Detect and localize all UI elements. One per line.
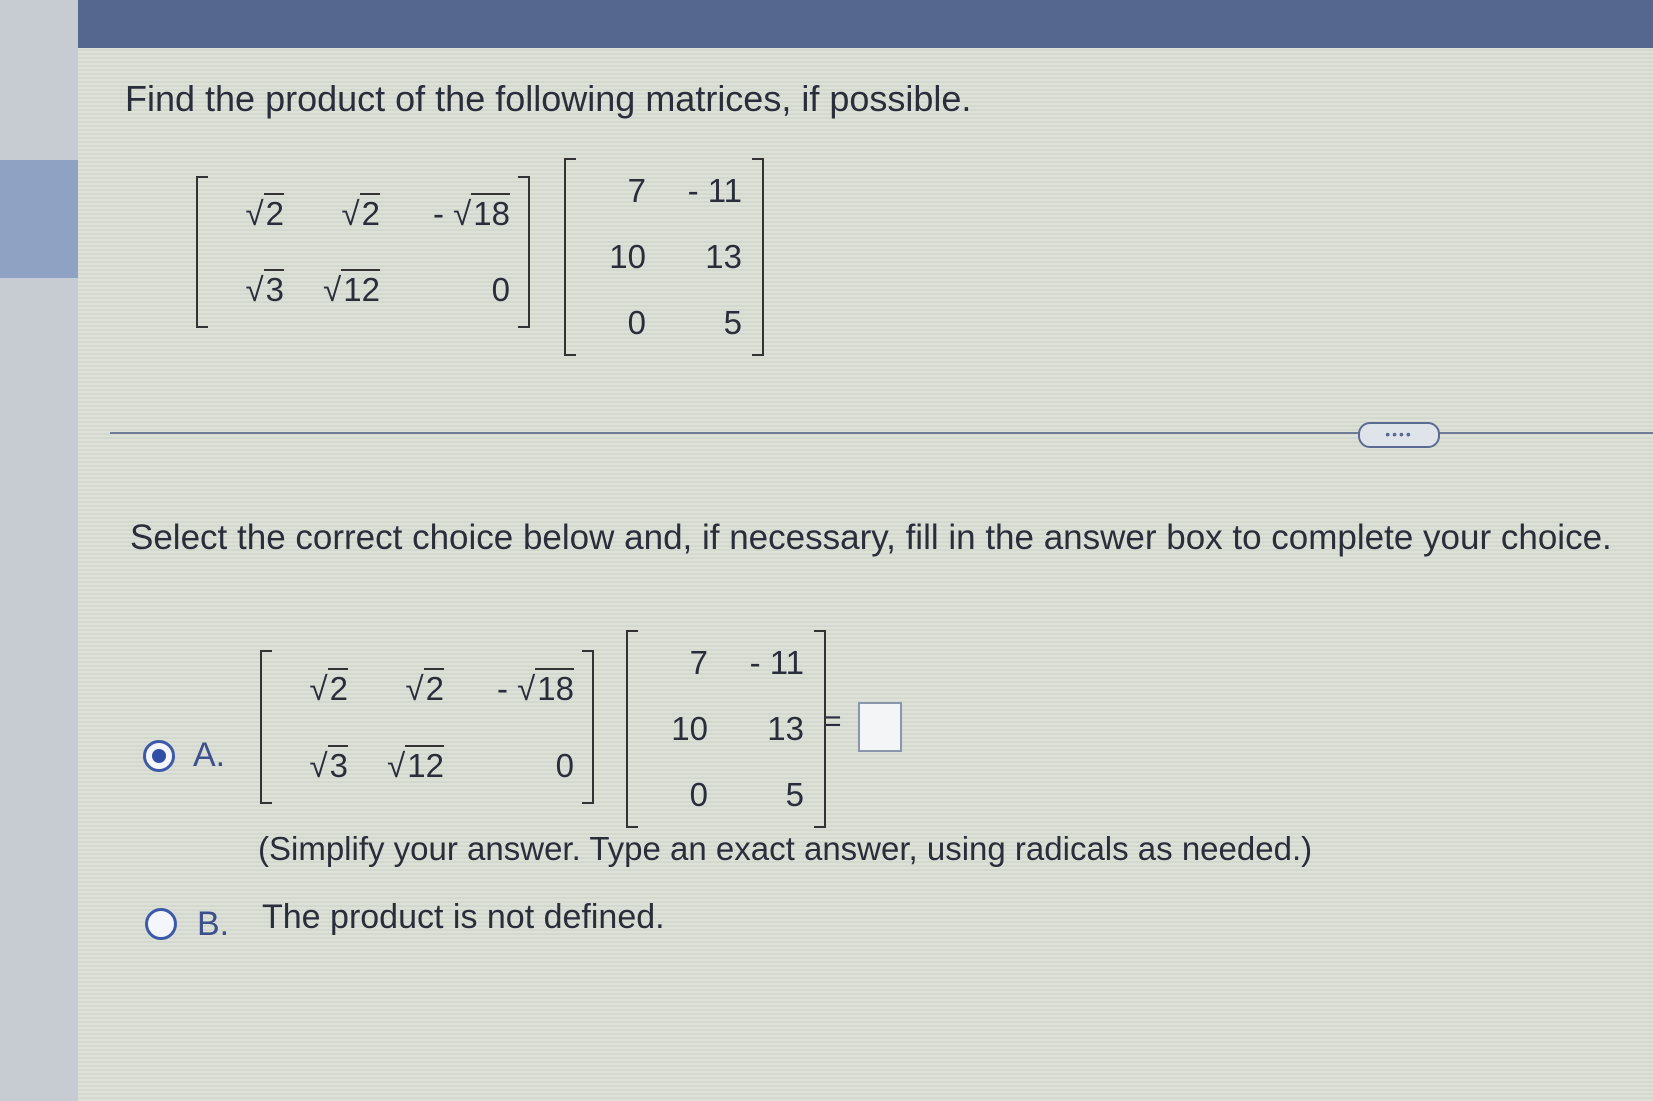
radical <box>246 271 284 309</box>
instruction-text: Select the correct choice below and, if necessary, fill in the answer box to complete your choice. <box>130 518 1612 557</box>
matrix-cell <box>246 271 284 309</box>
option-b-letter: B. <box>197 905 230 943</box>
matrix-cell: - 11 <box>687 172 742 209</box>
matrix-cell <box>497 670 574 708</box>
sqrt-symbol: √ <box>309 746 328 784</box>
radical <box>387 747 444 785</box>
matrix-cell: 13 <box>705 238 742 275</box>
matrix-cell <box>310 670 348 708</box>
minus-sign: - <box>432 195 454 232</box>
sqrt-symbol: √ <box>387 746 406 784</box>
answer-box[interactable] <box>858 702 902 752</box>
matrix-cell: 10 <box>609 238 646 275</box>
matrix-cell <box>246 195 284 233</box>
more-button[interactable]: •••• <box>1358 422 1440 448</box>
radical <box>323 271 380 309</box>
sqrt-symbol: √ <box>245 195 264 232</box>
radicand: 18 <box>473 195 510 232</box>
radicand: 18 <box>537 669 574 707</box>
sqrt-symbol: √ <box>341 195 360 232</box>
matrix-cell: 5 <box>723 304 742 341</box>
matrix-cell <box>387 747 444 785</box>
sqrt-symbol: √ <box>453 195 472 232</box>
sqrt-symbol: √ <box>245 271 264 308</box>
radical <box>517 670 574 708</box>
radicand: 3 <box>265 271 284 308</box>
question-text: Find the product of the following matrices, if possible. <box>125 78 972 119</box>
matrix-cell: 7 <box>689 644 708 681</box>
matrix-cell: 10 <box>671 710 708 747</box>
matrix-cell: 0 <box>491 271 510 308</box>
option-b-radio[interactable] <box>145 908 177 940</box>
radical <box>406 670 444 708</box>
answer-instructions: (Simplify your answer. Type an exact answer, using radicals as needed.) <box>258 830 1313 867</box>
radical <box>342 195 380 233</box>
matrix-cell: 0 <box>627 304 646 341</box>
matrix-cell: 13 <box>767 710 804 747</box>
radicand: 12 <box>407 746 444 784</box>
sqrt-symbol: √ <box>323 271 342 308</box>
option-b-text: The product is not defined. <box>262 898 665 936</box>
option-a-matrix-a <box>260 650 594 804</box>
radical <box>453 195 510 233</box>
matrix-cell: 0 <box>555 746 574 784</box>
matrix-cell: 0 <box>689 776 708 813</box>
radical <box>310 747 348 785</box>
question-matrix-a <box>196 176 530 328</box>
left-sidebar <box>0 0 78 1101</box>
radicand: 2 <box>265 195 284 232</box>
sqrt-symbol: √ <box>405 669 424 707</box>
matrix-cell <box>406 670 444 708</box>
radical <box>246 195 284 233</box>
equals-sign: = <box>824 705 842 738</box>
matrix-cell <box>433 195 510 233</box>
minus-sign: - <box>496 669 518 707</box>
question-matrix-b <box>564 158 764 356</box>
radicand: 2 <box>425 669 444 707</box>
sqrt-symbol: √ <box>309 669 328 707</box>
radical <box>310 670 348 708</box>
option-a-radio[interactable] <box>143 740 175 772</box>
option-a-letter: A. <box>193 736 226 774</box>
option-a-matrix-b <box>626 630 826 828</box>
radicand: 2 <box>361 195 380 232</box>
matrix-cell <box>310 747 348 785</box>
matrix-cell: - 11 <box>749 644 804 681</box>
sqrt-symbol: √ <box>517 669 536 707</box>
matrix-cell <box>342 195 380 233</box>
matrix-cell: 5 <box>785 776 804 813</box>
radicand: 3 <box>329 746 348 784</box>
top-bar <box>78 0 1653 48</box>
matrix-cell <box>323 271 380 309</box>
matrix-cell: 7 <box>627 172 646 209</box>
sidebar-highlight <box>0 160 78 278</box>
radicand: 2 <box>329 669 348 707</box>
radicand: 12 <box>343 271 380 308</box>
radio-selected-dot <box>152 749 166 763</box>
